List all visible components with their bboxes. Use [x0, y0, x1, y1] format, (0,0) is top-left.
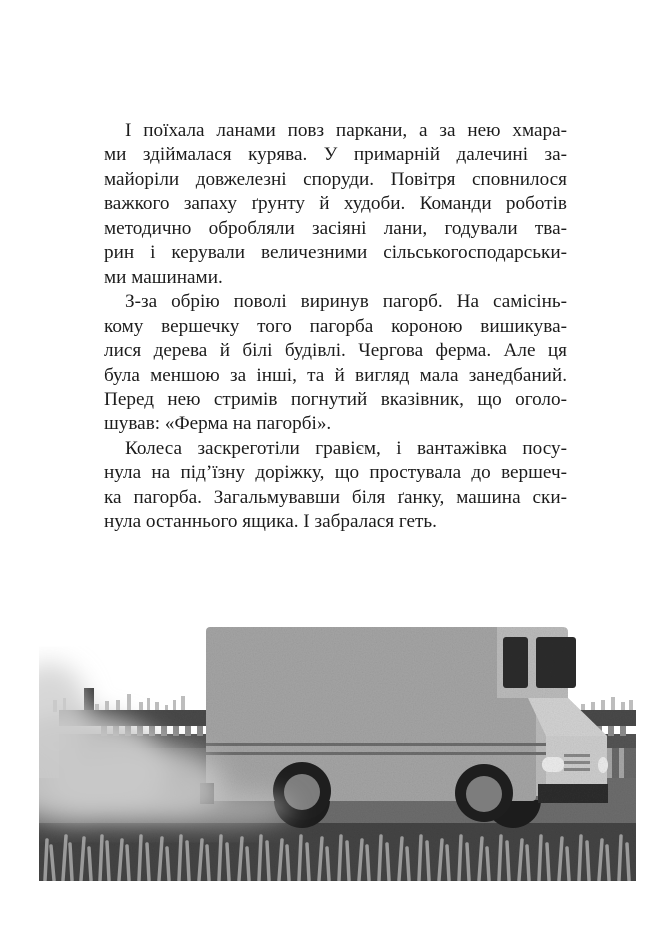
body-stripe	[206, 752, 546, 755]
bumper	[538, 784, 608, 803]
text-line: ка пагорба. Загальмувавши біля ґанку, машина ски-	[104, 486, 567, 508]
text-line: рин і керували величезними сільськогосподарськи-	[104, 242, 567, 264]
text-line: шував: «Ферма на пагорбі».	[104, 413, 332, 435]
headlight	[542, 757, 564, 772]
side-window	[503, 637, 528, 688]
text-line: Перед нею стримів погнутий вказівник, що оголо-	[104, 388, 567, 410]
text-line: І поїхала ланами повз паркани, а за нею хмара-	[125, 120, 567, 141]
text-line: лися дерева й білі будівлі. Чергова ферма. Але ця	[104, 340, 567, 362]
grille	[564, 754, 590, 757]
text-line: важкого запаху ґрунту й худоби. Команди роботів	[104, 193, 567, 215]
text-line: майоріли довжелезні споруди. Повітря сповнилося	[104, 168, 567, 190]
text-line: кому вершечку того пагорба короною вишикува-	[104, 315, 567, 337]
van-illustration	[39, 618, 636, 881]
body-stripe	[206, 743, 546, 746]
van	[200, 627, 608, 804]
front-window	[536, 637, 576, 688]
headlight	[598, 757, 608, 773]
story-text	[104, 119, 567, 535]
text-line: ми машинами.	[104, 266, 223, 288]
paragraph-3	[104, 437, 567, 535]
front-wheel	[455, 764, 513, 822]
text-line: нула останнього ящика. І забралася геть.	[104, 511, 437, 533]
text-line: ми здіймалася курява. У примарній далечині за-	[104, 144, 567, 166]
text-line: Колеса заскреготіли гравієм, і вантажівка посу-	[125, 437, 567, 459]
text-line: була меншою за інші, та й вигляд мала занедбаний.	[104, 364, 567, 386]
paragraph-1	[104, 119, 567, 290]
text-line: нула на під’їзну доріжку, що простувала до вершеч-	[104, 462, 567, 484]
text-line: З-за обрію поволі виринув пагорб. На самісінь-	[125, 291, 567, 313]
text-line: методично обробляли засіяні лани, годували тва-	[104, 217, 567, 239]
paragraph-2	[104, 290, 567, 437]
